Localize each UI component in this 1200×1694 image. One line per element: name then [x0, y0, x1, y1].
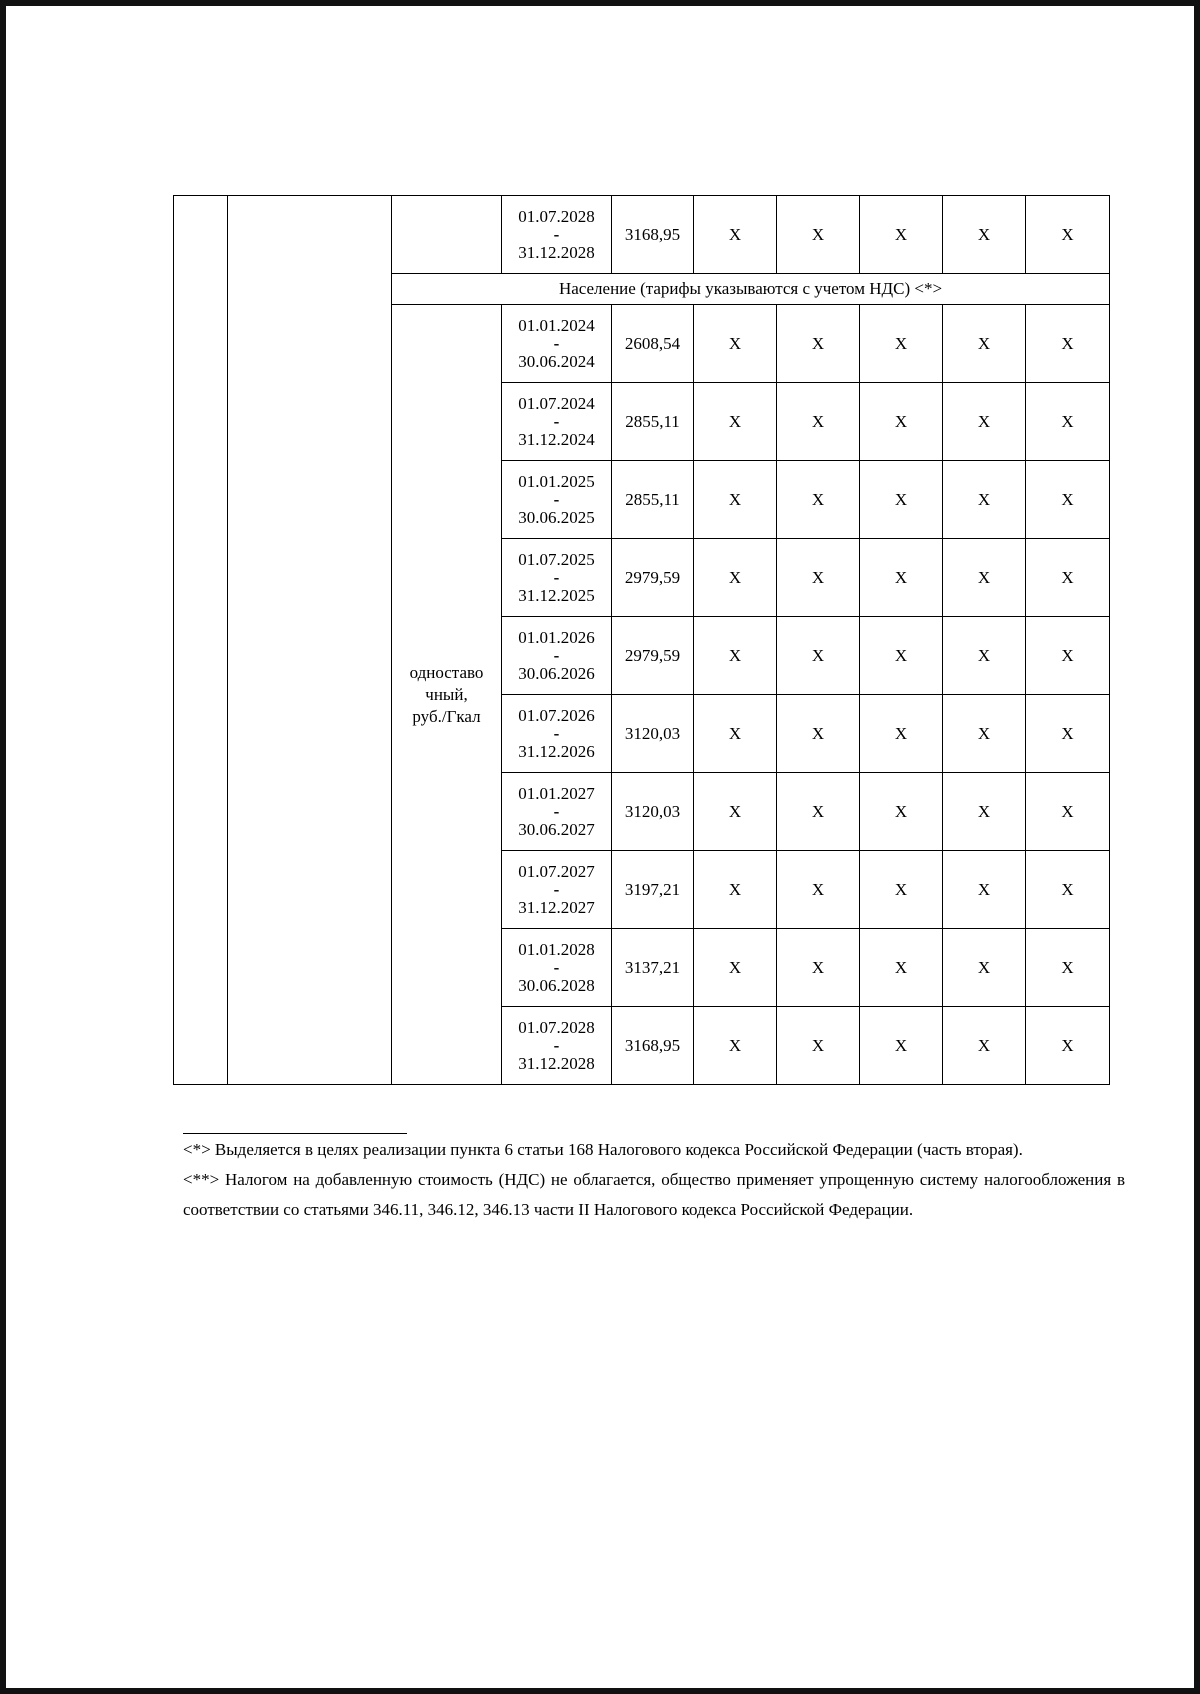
period-end: 31.12.2026 — [518, 741, 595, 761]
x-mark: X — [694, 617, 777, 695]
tariff-table — [173, 195, 1110, 1085]
x-mark: X — [943, 695, 1026, 773]
period-start: 01.01.2027 — [518, 783, 595, 803]
period-cell — [502, 929, 612, 1007]
period-cell — [502, 773, 612, 851]
period-cell — [502, 539, 612, 617]
price-cell: 2608,54 — [612, 305, 694, 383]
period-cell — [502, 461, 612, 539]
period-dash: - — [553, 567, 560, 587]
period-end: 31.12.2028 — [518, 1053, 595, 1073]
x-mark: X — [777, 305, 860, 383]
price-cell: 3137,21 — [612, 929, 694, 1007]
x-mark: X — [1026, 539, 1110, 617]
x-mark: X — [860, 617, 943, 695]
period-dash: - — [553, 723, 560, 743]
x-mark: X — [777, 1007, 860, 1085]
period-cell — [502, 1007, 612, 1085]
x-mark: X — [860, 773, 943, 851]
x-mark: X — [694, 383, 777, 461]
x-mark: X — [777, 539, 860, 617]
x-mark: X — [1026, 617, 1110, 695]
footnote-divider — [183, 1133, 407, 1134]
x-mark: X — [860, 305, 943, 383]
price-cell: 2979,59 — [612, 617, 694, 695]
rate-type-line: чный, — [425, 684, 468, 704]
period-start: 01.07.2028 — [518, 1017, 595, 1037]
x-mark: X — [943, 1007, 1026, 1085]
blank-cell-1 — [174, 196, 228, 1085]
table-row — [174, 196, 1110, 274]
x-mark: X — [943, 851, 1026, 929]
x-mark: X — [694, 539, 777, 617]
x-mark: X — [860, 539, 943, 617]
period-end: 31.12.2024 — [518, 429, 595, 449]
footnotes — [183, 1135, 1125, 1225]
period-cell — [502, 695, 612, 773]
section-header: Население (тарифы указываются с учетом НДС) <*> — [392, 274, 1110, 305]
x-mark: X — [1026, 461, 1110, 539]
blank-cell-3 — [392, 196, 502, 274]
price-cell: 2979,59 — [612, 539, 694, 617]
period-dash: - — [553, 411, 560, 431]
period-dash: - — [553, 333, 560, 353]
blank-cell-2 — [228, 196, 392, 1085]
period-end: 31.12.2027 — [518, 897, 595, 917]
x-mark: X — [943, 461, 1026, 539]
price-cell: 2855,11 — [612, 461, 694, 539]
period-start: 01.01.2025 — [518, 471, 595, 491]
x-mark: X — [943, 539, 1026, 617]
x-mark: X — [694, 929, 777, 1007]
x-mark: X — [860, 851, 943, 929]
x-mark: X — [943, 305, 1026, 383]
footnote-2: <**> Налогом на добавленную стоимость (НДС) не облагается, общество применяет упрощенную систему налогообложения в соответствии со статьями 346.11, 346.12, 346.13 части II Налогового кодекса Российской Федерации. — [183, 1170, 1125, 1219]
period-cell — [502, 196, 612, 274]
rate-type-cell — [392, 305, 502, 1085]
period-dash: - — [553, 957, 560, 977]
period-start: 01.01.2024 — [518, 315, 595, 335]
period-start: 01.01.2028 — [518, 939, 595, 959]
period-cell — [502, 851, 612, 929]
x-mark: X — [777, 851, 860, 929]
x-mark: X — [1026, 196, 1110, 274]
x-mark: X — [943, 929, 1026, 1007]
price-cell: 3120,03 — [612, 695, 694, 773]
period-end: 30.06.2027 — [518, 819, 595, 839]
x-mark: X — [860, 461, 943, 539]
period-end: 30.06.2028 — [518, 975, 595, 995]
price-cell: 3168,95 — [612, 196, 694, 274]
price-cell: 3168,95 — [612, 1007, 694, 1085]
x-mark: X — [860, 929, 943, 1007]
price-cell: 3197,21 — [612, 851, 694, 929]
period-start: 01.01.2026 — [518, 627, 595, 647]
x-mark: X — [860, 695, 943, 773]
period-end: 30.06.2026 — [518, 663, 595, 683]
x-mark: X — [1026, 1007, 1110, 1085]
x-mark: X — [943, 617, 1026, 695]
period-cell — [502, 617, 612, 695]
x-mark: X — [1026, 305, 1110, 383]
x-mark: X — [694, 461, 777, 539]
x-mark: X — [943, 196, 1026, 274]
period-dash: - — [553, 879, 560, 899]
x-mark: X — [1026, 695, 1110, 773]
x-mark: X — [1026, 929, 1110, 1007]
period-start: 01.07.2027 — [518, 861, 595, 881]
rate-type-line: одноставо — [409, 662, 484, 682]
x-mark: X — [943, 383, 1026, 461]
period-start: 01.07.2026 — [518, 705, 595, 725]
x-mark: X — [777, 617, 860, 695]
x-mark: X — [694, 773, 777, 851]
x-mark: X — [1026, 851, 1110, 929]
period-dash: - — [553, 489, 560, 509]
price-cell: 2855,11 — [612, 383, 694, 461]
period-start: 01.07.2024 — [518, 393, 595, 413]
x-mark: X — [860, 383, 943, 461]
period-end: 30.06.2025 — [518, 507, 595, 527]
x-mark: X — [1026, 773, 1110, 851]
period-dash: - — [553, 801, 560, 821]
x-mark: X — [860, 1007, 943, 1085]
x-mark: X — [777, 773, 860, 851]
x-mark: X — [694, 196, 777, 274]
footnote-1: <*> Выделяется в целях реализации пункта 6 статьи 168 Налогового кодекса Российской Федерации (часть вторая). — [183, 1140, 1023, 1159]
rate-type-line: руб./Гкал — [412, 706, 481, 726]
x-mark: X — [694, 695, 777, 773]
x-mark: X — [777, 196, 860, 274]
x-mark: X — [1026, 383, 1110, 461]
period-end: 31.12.2028 — [518, 242, 595, 262]
period-dash: - — [553, 224, 560, 244]
period-cell — [502, 305, 612, 383]
price-cell: 3120,03 — [612, 773, 694, 851]
x-mark: X — [943, 773, 1026, 851]
x-mark: X — [694, 305, 777, 383]
period-cell — [502, 383, 612, 461]
period-start: 01.07.2028 — [518, 206, 595, 226]
x-mark: X — [694, 851, 777, 929]
x-mark: X — [777, 461, 860, 539]
period-dash: - — [553, 645, 560, 665]
period-end: 30.06.2024 — [518, 351, 595, 371]
x-mark: X — [777, 929, 860, 1007]
period-start: 01.07.2025 — [518, 549, 595, 569]
x-mark: X — [694, 1007, 777, 1085]
x-mark: X — [777, 695, 860, 773]
period-end: 31.12.2025 — [518, 585, 595, 605]
x-mark: X — [777, 383, 860, 461]
x-mark: X — [860, 196, 943, 274]
period-dash: - — [553, 1035, 560, 1055]
